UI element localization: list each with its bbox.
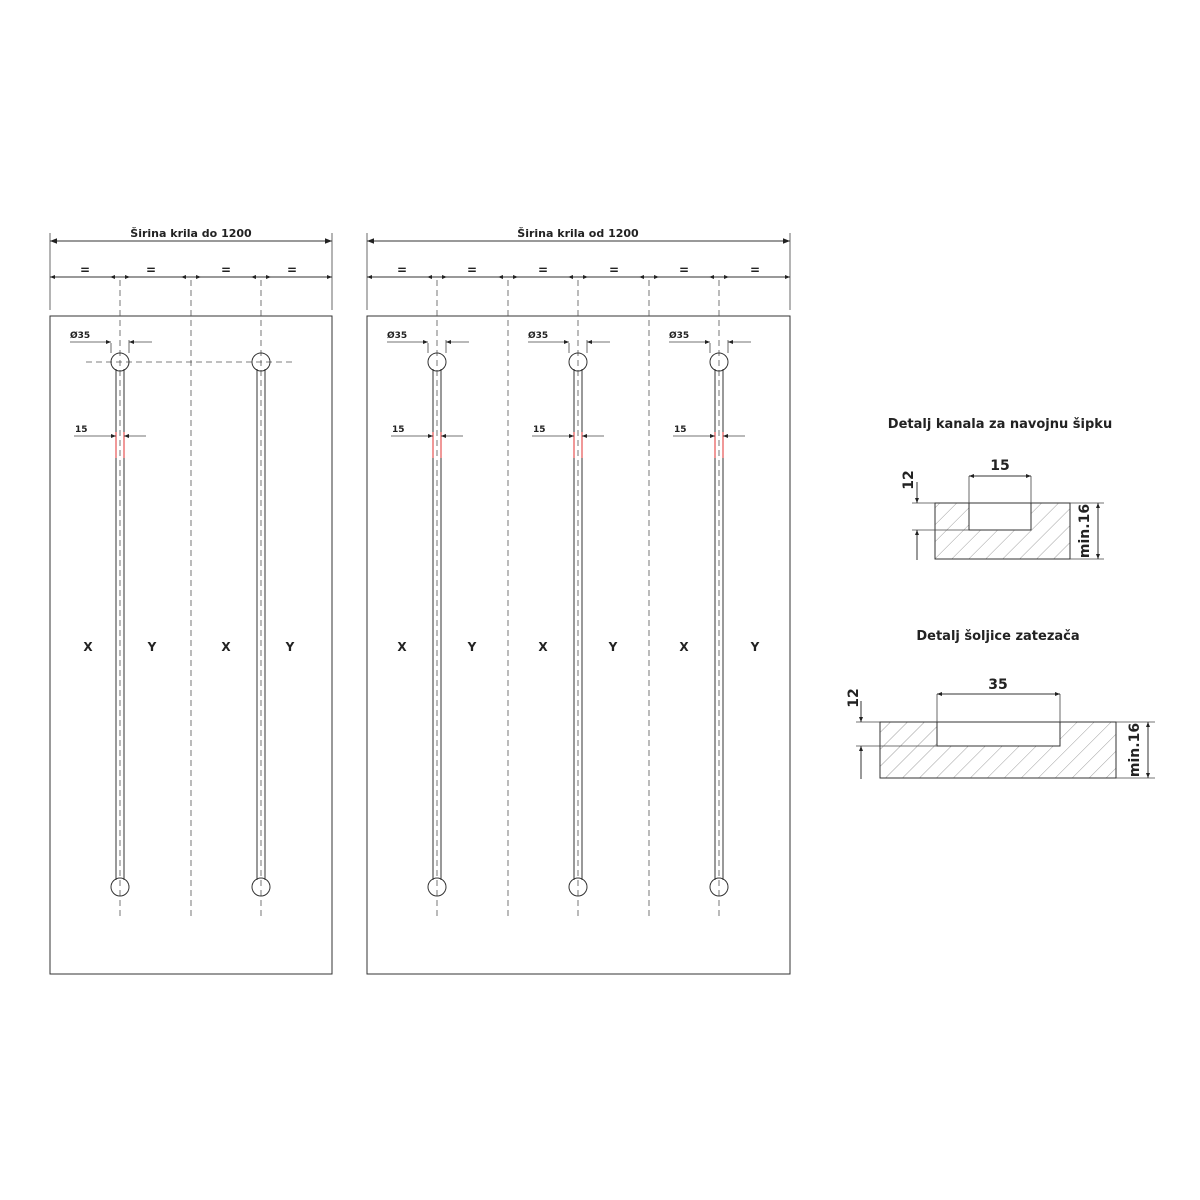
detail-channel-title: Detalj kanala za navojnu šipku bbox=[887, 417, 1113, 432]
panel-2-channel-width-label: 15 bbox=[674, 425, 687, 435]
zone-label: X bbox=[83, 640, 93, 654]
panel-2-channel-width-label: 15 bbox=[533, 425, 546, 435]
zone-label: X bbox=[679, 640, 689, 654]
panel-2-diameter-label: Ø35 bbox=[387, 331, 408, 341]
panel-1-eq-label: = bbox=[145, 263, 157, 277]
panel-1-diameter-label: Ø35 bbox=[70, 331, 91, 341]
zone-label: Y bbox=[285, 640, 295, 654]
panel-2-eq-label: = bbox=[678, 263, 690, 277]
panel-1-eq-label: = bbox=[220, 263, 232, 277]
zone-label: X bbox=[397, 640, 407, 654]
panel-2-eq-label: = bbox=[396, 263, 408, 277]
detail-channel bbox=[888, 417, 1112, 560]
detail-cup bbox=[846, 629, 1155, 779]
panel-1 bbox=[50, 227, 332, 974]
detail-cup-title: Detalj šoljice zatezača bbox=[916, 629, 1080, 644]
panel-2-diameter-label: Ø35 bbox=[669, 331, 690, 341]
panel-2-width-dim bbox=[532, 425, 604, 436]
panel-1-title: Širina krila do 1200 bbox=[130, 227, 252, 240]
detail-channel-groove bbox=[969, 503, 1031, 530]
panel-2-eq-label: = bbox=[466, 263, 478, 277]
panel-2-title: Širina krila od 1200 bbox=[517, 227, 639, 240]
detail-cup-thickness-label: min.16 bbox=[1127, 722, 1143, 778]
panel-1-eq-label: = bbox=[79, 263, 91, 277]
detail-cup-recess bbox=[937, 722, 1060, 746]
panel-1-eq-label: = bbox=[286, 263, 298, 277]
zone-label: X bbox=[538, 640, 548, 654]
detail-channel-width-label: 15 bbox=[990, 458, 1010, 474]
panel-2-eq-label: = bbox=[608, 263, 620, 277]
panel-2-width-dim bbox=[673, 425, 745, 436]
panel-1-channel-width-label: 15 bbox=[75, 425, 88, 435]
panel-2-outline bbox=[367, 316, 790, 974]
panel-2-eq-label: = bbox=[749, 263, 761, 277]
detail-channel-depth-label: 12 bbox=[901, 470, 917, 490]
zone-label: Y bbox=[750, 640, 760, 654]
panel-2-diameter-dim bbox=[669, 330, 751, 353]
panel-2 bbox=[367, 227, 790, 974]
panel-2-channel-width-label: 15 bbox=[392, 425, 405, 435]
panel-2-diameter-dim bbox=[387, 330, 469, 353]
zone-label: X bbox=[221, 640, 231, 654]
detail-cup-width-label: 35 bbox=[988, 677, 1008, 693]
panel-2-width-dim bbox=[391, 425, 463, 436]
zone-label: Y bbox=[608, 640, 618, 654]
panel-2-diameter-dim bbox=[528, 330, 610, 353]
panel-2-eq-label: = bbox=[537, 263, 549, 277]
detail-cup-depth-label: 12 bbox=[846, 688, 862, 708]
zone-label: Y bbox=[147, 640, 157, 654]
detail-channel-thickness-label: min.16 bbox=[1077, 503, 1093, 559]
panel-2-diameter-label: Ø35 bbox=[528, 331, 549, 341]
zone-label: Y bbox=[467, 640, 477, 654]
